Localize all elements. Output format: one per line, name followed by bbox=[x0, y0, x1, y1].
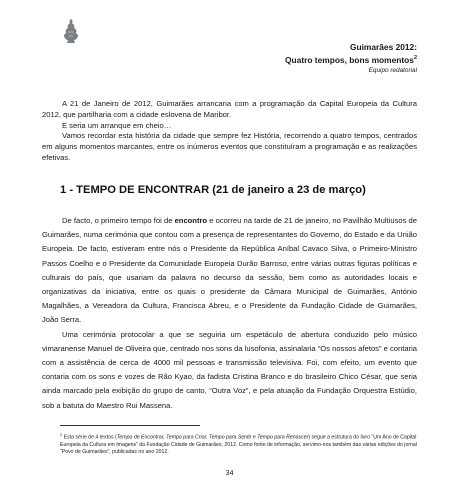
article-header bbox=[285, 42, 417, 75]
article-title: Guimarães 2012: bbox=[349, 42, 417, 52]
footnote-reference: 2 bbox=[413, 55, 417, 61]
footnote-marker: 2 bbox=[60, 432, 63, 437]
section-heading: 1 - TEMPO DE ENCONTRAR (21 de janeiro a 23 de março) bbox=[60, 184, 366, 196]
footnote-divider bbox=[60, 425, 200, 426]
intro-paragraph-2: E seria um arranque em cheio… bbox=[62, 120, 172, 130]
intro-paragraph-3: Vamos recordar esta história da cidade que sempre fez História, recorrendo a quatro tempos, centrados em alguns momentos marcantes, entre os inúmeros eventos que constituíram a programação e as realizações efetivas. bbox=[42, 131, 417, 162]
footnote: $^2$ Esta série de 4 textos (Tempo de Encontrar, Tempo para Criar, Tempo para Sentir e Tempo para Renascer) segue a estrutura do livro “Um Ano de Capital Europeia da Cultura em Imagens” da Fundação Cidade de Guimarães, 2012. Como fonte de informação, servimo-nos também das várias edições do jornal “Povo de Guimarães”, publicadas no ano 2012. bbox=[60, 432, 417, 455]
article-subtitle: Quatro tempos, bons momentos$^2$ bbox=[285, 54, 417, 65]
intro-section bbox=[42, 99, 417, 164]
article-byline: Equipo redatorial bbox=[368, 66, 417, 74]
emphasis-encontro: encontro bbox=[174, 216, 208, 225]
main-section bbox=[42, 214, 417, 413]
main-paragraph-1: De facto, o primeiro tempo foi de encontro e ocorreu na tarde de 21 de janeiro, no Pavilhão Multiusos de Guimarães, numa cerimónia que contou com a presença de representantes do Governo, do Estado e da União Europeia. De facto, estiveram entre nós o Presidente da República Aníbal Cavaco Silva, o Primeiro-Ministro Passos Coelho e o Presidente da Comunidade Europeia Durão Barroso, entre várias outras figuras políticas e culturais do país, que usariam da palavra no decurso da sessão, bem como as autoridades locais e organizativas da iniciativa, entre os quais o presidente da Câmara Municipal de Guimarães, António Magalhães, a Vereadora da Cultura, Francisca Abreu, e o Presidente da Fundação Cidade de Guimarães, João Serra. bbox=[42, 216, 417, 325]
main-paragraph-2: Uma cerimónia protocolar a que se seguiria um espetáculo de abertura conduzido pelo músico vimaranense Manuel de Oliveira que, centrado nos sons da lusofonia, assinalaria “Os nossos afetos” e contaria com a assistência de cerca de 4000 mil pessoas e transmissão televisiva. Foi, com efeito, um evento que contaria com os sons e vozes de Rão Kyao, da fadista Cristina Branco e do brasileiro Chico César, que seria ainda marcado pela exibição do grupo de canto, “Outra Voz”, e pela atuação da Fundação Orquestra Estúdio, sob a batuta do Maestro Rui Massena. bbox=[42, 329, 417, 410]
intro-paragraph-1: A 21 de Janeiro de 2012, Guimarães arrancaria com a programação da Capital Europeia da Cultura 2012, que partilharia com a cidade eslovena de Maribor. bbox=[42, 99, 417, 119]
heraldic-figure-icon bbox=[62, 18, 80, 44]
page-number: 34 bbox=[225, 468, 234, 477]
